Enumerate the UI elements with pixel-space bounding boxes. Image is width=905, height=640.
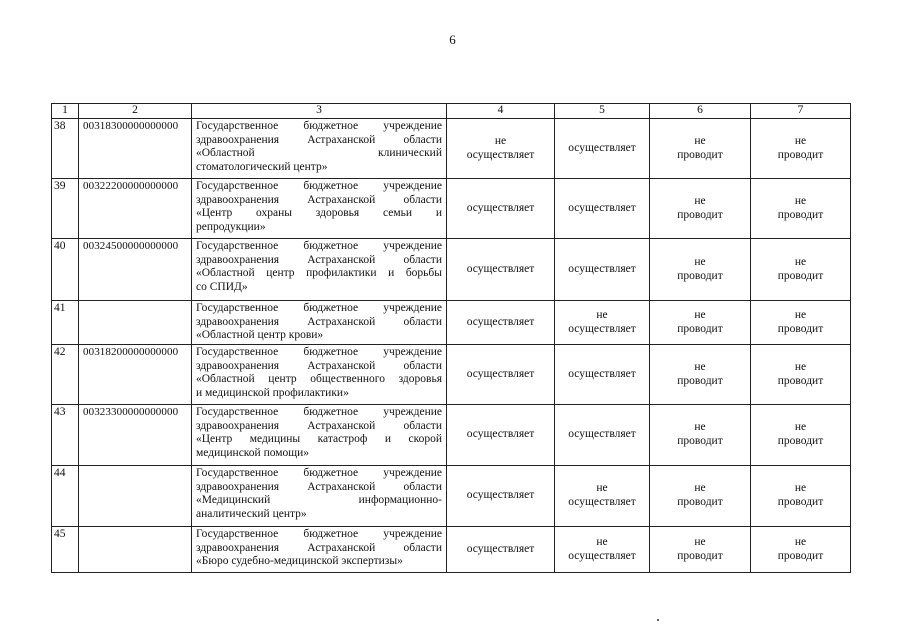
status-cell-c4 (447, 179, 555, 239)
status-text: осуществляет (568, 201, 636, 214)
registry-code: 00322200000000000 (79, 179, 192, 239)
institution-name-line: Государственное бюджетное учреждение (196, 180, 442, 192)
status-cell-c5 (555, 405, 650, 466)
status-cell-c4 (447, 345, 555, 405)
institution-name-line: Государственное бюджетное учреждение (196, 302, 442, 314)
institution-name-line: «Областной клинический (196, 147, 442, 160)
institution-name-line: Государственное бюджетное учреждение (196, 467, 442, 479)
status-cell-c6 (650, 527, 751, 573)
table-row (52, 405, 851, 466)
column-header-7: 7 (751, 104, 851, 119)
institution-name (192, 179, 447, 239)
institution-name (192, 466, 447, 527)
scan-speck (657, 619, 659, 621)
status-text: не (596, 535, 608, 548)
status-cell-c7 (751, 345, 851, 405)
status-text: осуществляет (568, 322, 636, 335)
status-cell-c6 (650, 119, 751, 179)
institution-name-line: стоматологический центр» (196, 160, 328, 173)
status-cell-c5 (555, 466, 650, 527)
status-text: осуществляет (466, 542, 535, 555)
table-row (52, 466, 851, 527)
status-text: осуществляет (568, 549, 636, 562)
status-cell-c6 (650, 301, 751, 345)
status-text: не (694, 482, 706, 495)
institution-name-line: «Областной центр крови» (196, 329, 324, 342)
table-row (52, 119, 851, 179)
status-text: не (494, 134, 507, 147)
status-text: проводит (777, 496, 824, 508)
status-cell-c4 (447, 405, 555, 466)
institution-name (192, 301, 447, 345)
status-cell-c7 (751, 239, 851, 301)
institution-name-line: Государственное бюджетное учреждение (196, 346, 442, 358)
status-cell-c4 (447, 527, 555, 573)
row-number: 44 (52, 466, 79, 527)
status-text: проводит (677, 208, 723, 221)
institution-name (192, 405, 447, 466)
table-row (52, 345, 851, 405)
registry-code: 00324500000000000 (79, 239, 192, 301)
status-text: не (794, 255, 807, 268)
status-text: проводит (777, 549, 824, 562)
status-cell-c6 (650, 239, 751, 301)
status-text: не (694, 134, 706, 147)
page-number: 6 (449, 32, 456, 47)
institution-name-line: здравоохранения Астраханской области (196, 480, 442, 493)
table-row (52, 527, 851, 573)
status-text: не (694, 535, 706, 548)
status-cell-c6 (650, 179, 751, 239)
status-text: проводит (777, 322, 824, 335)
registry-code (79, 527, 192, 573)
status-cell-c5 (555, 239, 650, 301)
status-text: проводит (677, 148, 723, 161)
status-text: не (794, 194, 807, 207)
status-text: не (694, 421, 706, 434)
row-number: 41 (52, 301, 79, 345)
status-text: проводит (777, 269, 824, 282)
status-cell-c7 (751, 179, 851, 239)
status-text: не (794, 482, 807, 495)
column-header-2: 2 (79, 104, 192, 119)
institution-name-line: Государственное бюджетное учреждение (196, 406, 442, 418)
status-cell-c4 (447, 466, 555, 527)
status-text: осуществляет (466, 148, 535, 161)
status-cell-c5 (555, 345, 650, 405)
institution-name (192, 119, 447, 179)
status-text: осуществляет (466, 262, 535, 275)
status-text: не (694, 308, 706, 321)
status-text: не (694, 255, 706, 268)
table-body (52, 104, 851, 573)
institution-name-line: «Центр охраны здоровья семьи и (196, 207, 442, 220)
column-header-5: 5 (555, 104, 650, 119)
row-number: 42 (52, 345, 79, 405)
status-text: осуществляет (466, 489, 535, 502)
status-text: не (794, 308, 807, 321)
row-number: 43 (52, 405, 79, 466)
registry-code: 00318200000000000 (79, 345, 192, 405)
registry-table (51, 103, 851, 573)
registry-code (79, 466, 192, 527)
status-text: осуществляет (466, 367, 535, 380)
status-text: не (596, 308, 608, 321)
table-row (52, 239, 851, 301)
status-cell-c4 (447, 239, 555, 301)
row-number: 38 (52, 119, 79, 179)
status-text: не (794, 360, 807, 373)
registry-code (79, 301, 192, 345)
status-cell-c5 (555, 119, 650, 179)
status-text: проводит (677, 374, 723, 387)
status-text: осуществляет (568, 141, 636, 154)
institution-name (192, 527, 447, 573)
institution-name-line: «Медицинский информационно- (196, 494, 442, 507)
column-header-1: 1 (52, 104, 79, 119)
institution-name-line: здравоохранения Астраханской области (196, 359, 442, 372)
status-cell-c7 (751, 119, 851, 179)
status-text: проводит (777, 148, 824, 161)
status-cell-c7 (751, 527, 851, 573)
status-cell-c7 (751, 405, 851, 466)
status-cell-c7 (751, 301, 851, 345)
status-cell-c4 (447, 301, 555, 345)
row-number: 45 (52, 527, 79, 573)
status-cell-c5 (555, 527, 650, 573)
institution-name-line: «Бюро судебно-медицинской экспертизы» (196, 555, 403, 568)
header-row (52, 104, 851, 119)
status-text: не (794, 535, 807, 548)
status-cell-c6 (650, 466, 751, 527)
institution-name-line: со СПИД» (196, 280, 248, 293)
institution-name-line: Государственное бюджетное учреждение (196, 528, 442, 540)
registry-code: 00318300000000000 (79, 119, 192, 179)
institution-name-line: «Центр медицины катастроф и скорой (196, 433, 442, 446)
institution-name (192, 345, 447, 405)
institution-name-line: здравоохранения Астраханской области (196, 193, 442, 206)
status-text: не (694, 360, 706, 373)
status-text: проводит (777, 208, 824, 221)
institution-name-line: и медицинской профилактики» (196, 386, 349, 399)
status-text: проводит (677, 496, 723, 508)
status-text: осуществляет (568, 367, 636, 380)
status-text: проводит (777, 374, 824, 387)
status-text: не (596, 482, 608, 495)
column-header-6: 6 (650, 104, 751, 119)
status-text: осуществляет (466, 315, 535, 328)
institution-name-line: «Областной центр общественного здоровья (196, 373, 442, 386)
status-text: проводит (677, 269, 723, 282)
status-cell-c6 (650, 405, 751, 466)
institution-name-line: аналитический центр» (196, 507, 307, 520)
row-number: 40 (52, 239, 79, 301)
status-cell-c5 (555, 179, 650, 239)
row-number: 39 (52, 179, 79, 239)
institution-name-line: здравоохранения Астраханской области (196, 133, 442, 146)
institution-name-line: здравоохранения Астраханской области (196, 253, 442, 266)
table-row (52, 179, 851, 239)
status-cell-c5 (555, 301, 650, 345)
institution-name-line: репродукции» (196, 220, 266, 233)
status-cell-c4 (447, 119, 555, 179)
status-text: не (794, 421, 807, 434)
status-text: осуществляет (466, 428, 535, 441)
institution-name (192, 239, 447, 301)
column-header-3: 3 (192, 104, 447, 119)
institution-name-line: «Областной центр профилактики и борьбы (196, 267, 442, 280)
status-text: проводит (777, 435, 824, 447)
status-text: осуществляет (568, 262, 636, 275)
institution-name-line: здравоохранения Астраханской области (196, 541, 442, 554)
column-header-4: 4 (447, 104, 555, 119)
status-text: проводит (677, 322, 723, 335)
status-text: осуществляет (568, 428, 636, 441)
status-text: не (694, 194, 706, 207)
status-text: проводит (677, 549, 723, 562)
institution-name-line: Государственное бюджетное учреждение (196, 240, 442, 252)
institution-name-line: здравоохранения Астраханской области (196, 419, 442, 432)
institution-name-line: медицинской помощи» (196, 446, 310, 459)
status-text: проводит (677, 435, 723, 447)
institution-name-line: здравоохранения Астраханской области (196, 315, 442, 328)
status-text: осуществляет (466, 201, 535, 214)
status-text: осуществляет (568, 496, 636, 508)
institution-name-line: Государственное бюджетное учреждение (196, 120, 442, 132)
table-row (52, 301, 851, 345)
status-cell-c7 (751, 466, 851, 527)
registry-code: 00323300000000000 (79, 405, 192, 466)
status-text: не (794, 134, 807, 147)
status-cell-c6 (650, 345, 751, 405)
